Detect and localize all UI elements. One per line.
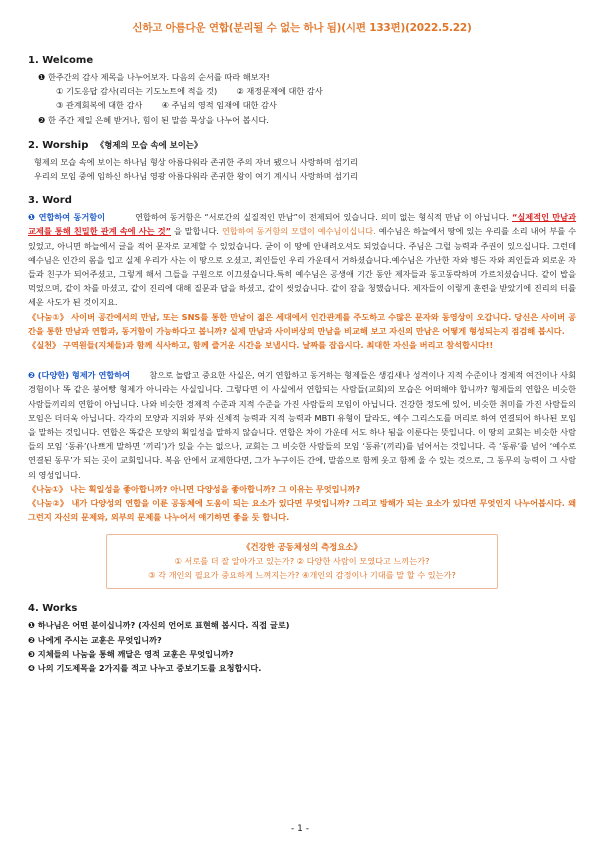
point-1-text-b: 이 아닙니다. [463, 212, 512, 223]
works-question-4: ❹ 나의 기도제목을 2가지를 적고 나누고 중보기도를 요청합시다. [28, 663, 262, 674]
welcome-sub-2: ② 재정문제에 대한 감사 [236, 86, 323, 97]
callout-line-2: ③ 각 개인의 필요가 중요하게 느껴지는가? ④개인의 감정이나 기대를 말 할 수 있는가? [148, 570, 456, 581]
welcome-sub-row-1 [28, 84, 576, 98]
callout-line-1: ① 서로를 더 잘 알아가고 있는가? ② 다양한 사람이 모였다고 느끼는가? [174, 556, 430, 567]
number-bullet-1: ❶ [38, 72, 46, 82]
welcome-sub-3: ③ 관계회복에 대한 감사 [56, 100, 143, 111]
welcome-item-1 [28, 70, 576, 84]
point-1-model: 연합하여 동거함의 모델이 예수님이십니다. [221, 226, 376, 237]
point-1-label: ❶ 연합하여 동거함이 [28, 212, 106, 223]
point-2-label: ❷ (다양한) 형제가 연합하여 [28, 370, 131, 381]
worship-heading-label: 2. Worship [28, 139, 89, 151]
share-question-1: 《나눔①》 사이버 공간에서의 만남, 또는 SNS를 통한 만남이 젊은 세대에서 인간관계를 주도하고 수많은 문자와 동영상이 오갑니다. 당신은 사이버 공간을 통한 만남과 연합과, 동거함이 가능하다고 봅니까? 실제 만남과 사이버상의 만남을 비교해 보고 자신의 만남은 어떻게 형성되는지 점검해 봅시다. [28, 311, 576, 336]
point-1-highlight: “실제적인 만남과 교제를 통해 친밀한 관계 속에 사는 것” [28, 212, 576, 237]
callout-title: 《건강한 공동체성의 측정요소》 [242, 542, 362, 553]
works-question-2: ❷ 나에게 주시는 교훈은 무엇입니까? [28, 634, 162, 645]
worship-lyric-2: 우리의 모임 중에 임하신 하나님 영광 아름다워라 존귀한 왕이 여기 계시니 사랑하며 섬기리 [34, 171, 358, 182]
point-1-text-d: 예수님은 하늘에서 땅에 있는 우리를 소리 내어 부를 수 있었고, 아니면 하늘에서 글을 적어 문자로 교제할 수 있었습니다. 굳이 이 땅에 안내려오셔도 되었습니다. 주님은 그럴 능력과 주권이 있으십니다. 그런데 예수님은 인간의 몸을 입고 실제 우리가 사는 이 땅으로 오셨고, 죄인들인 우리 가운데서 거하셨습니다.예수님은 가난한 자와 병든 자와 죄인들과 외로운 자들과 친구가 되어주셨고, 그렇게 해서 그들을 구원으로 이끄셨습니다.특히 예수님은 공생애 기간 동안 제자들과 동고동락하며 가르치셨습니다. 같이 밥을 먹었으며, 같이 차를 마셨고, 같이 진리에 대해 질문과 답을 하셨고, 같이 씻었습니다. 같이 잠을 청했습니다. 제자들이 이렇게 훈련을 받았기에 진리의 터를 세운 사도가 된 것이지요. [28, 226, 576, 308]
share-question-2: 《나눔②》 내가 다양성의 연합을 이룬 공동체에 도움이 되는 요소가 있다면 무엇입니까? 그리고 방해가 되는 요소가 있다면 무엇인지 나누어봅시다. 왜 그런지 자신의 문제와, 외부의 문제를 나누어서 얘기하면 좋을 듯 합니다. [28, 498, 576, 523]
welcome-item-2 [28, 113, 576, 127]
number-bullet-2: ❷ [38, 114, 46, 125]
worship-section [28, 139, 576, 183]
share-question-1b: 《나눔①》 나는 획일성을 좋아합니까? 아니면 다양성을 좋아합니까? 그 이유는 무엇입니까? [28, 483, 361, 494]
word-paragraph-1 [28, 210, 576, 309]
point-2-text: 참으로 놀랍고 중요한 사실은, 여기 연합하고 동거하는 형제들은 생김새나 성격이나 지적 수준이나 경제적 여건이나 사회 경험이나 똑 같은 붕어빵 형제가 아니라는 사실입니다. 그렇다면 이 사실에서 연합되는 사람들(교회)의 모습은 어떠해야 합니까? 형제들의 연합은 비슷한 사람들끼리의 연합이 아닙니다. 나와 비슷한 경제적 수준과 지적 수준을 가진 사람들의 모임이 아닙니다. 건강한 정도에 있어, 비슷한 취미를 가진 사람들의 모임은 더더욱 아닙니다. 각각의 모양과 지위와 부와 신체적 능력과 지적 능력과 MBTI 유형이 달라도, 예수 그리스도를 머리로 하여 연결되어 하나된 모임을 말하는 것입니다. 연합은 똑같은 모양의 획일성을 말하지 않습니다. 연합은 차이 가운데 서도 하나 됨을 이룬다는 뜻입니다. 이 땅의 교회는 비슷한 사람들의 모임 ‘동류’(나쁘게 말하면 ‘끼리’)가 있을 수는 없으나, 교회는 그 비슷한 사람들의 모임 ‘동류’(끼리)를 넘어서는 것입니다. 즉 ‘동류’를 넘어 ‘예수로 연결된 동무’가 되는 곳이 교회입니다. 복음 안에서 교제한다면, 그가 누구이든 간에, 말씀으로 함께 웃고 함께 울 수 있는 것으로, 그 동무의 능력이 그 사람의 영성입니다. [28, 370, 576, 480]
welcome-item-1-text: 한주간의 감사 제목을 나누어보자. 다음의 순서를 따라 해보자! [47, 72, 270, 82]
community-health-box [106, 534, 498, 589]
welcome-section [28, 55, 576, 127]
welcome-item-2-text: 한 주간 제일 은혜 받거나, 힘이 된 말씀 묵상을 나누어 봅시다. [47, 114, 270, 125]
works-question-1: ❶ 하나님은 어떤 분이십니까? (자신의 언어로 표현해 봅시다. 직접 글로) [28, 620, 290, 631]
works-heading: 4. Works [28, 603, 78, 615]
point-1-text-a: 연합하여 동거함은 “서로간의 실질적인 만남”이 전제되어 있습니다. 의미 없는 형식적 만남 [135, 212, 461, 223]
welcome-heading: 1. Welcome [28, 55, 94, 66]
point-1-text-c: 을 말합니다. [173, 226, 222, 237]
welcome-sub-row-2 [28, 98, 576, 112]
practice-note: 《실천》 구역원들(지체들)과 함께 식사하고, 함께 즐거운 시간을 보냅시다. 날짜를 잡읍시다. 최대한 자신을 버리고 참석합시다!! [28, 340, 494, 351]
works-question-3: ❸ 지체들의 나눔을 통해 깨달은 영적 교훈은 무엇입니까? [28, 648, 234, 659]
document-title: 신하고 아름다운 연합(분리될 수 없는 하나 됨)(시편 133편)(2022.5.22) [132, 22, 472, 34]
welcome-sub-1: ① 기도응답 감사(리더는 기도노트에 적을 것) [56, 86, 218, 97]
worship-lyric-1: 형제의 모습 속에 보이는 하나님 형상 아름다워라 존귀한 주의 자녀 됐으니 사랑하며 섬기리 [34, 156, 358, 167]
welcome-sub-4: ④ 주님의 영적 임재에 대한 감사 [161, 100, 277, 111]
word-heading: 3. Word [28, 195, 72, 207]
worship-song-title: 《형제의 모습 속에 보이는》 [95, 139, 203, 150]
page-number: - 1 - [291, 824, 309, 834]
word-section [28, 195, 576, 589]
works-section [28, 603, 576, 675]
worship-heading [28, 139, 576, 151]
word-paragraph-2 [28, 368, 576, 482]
